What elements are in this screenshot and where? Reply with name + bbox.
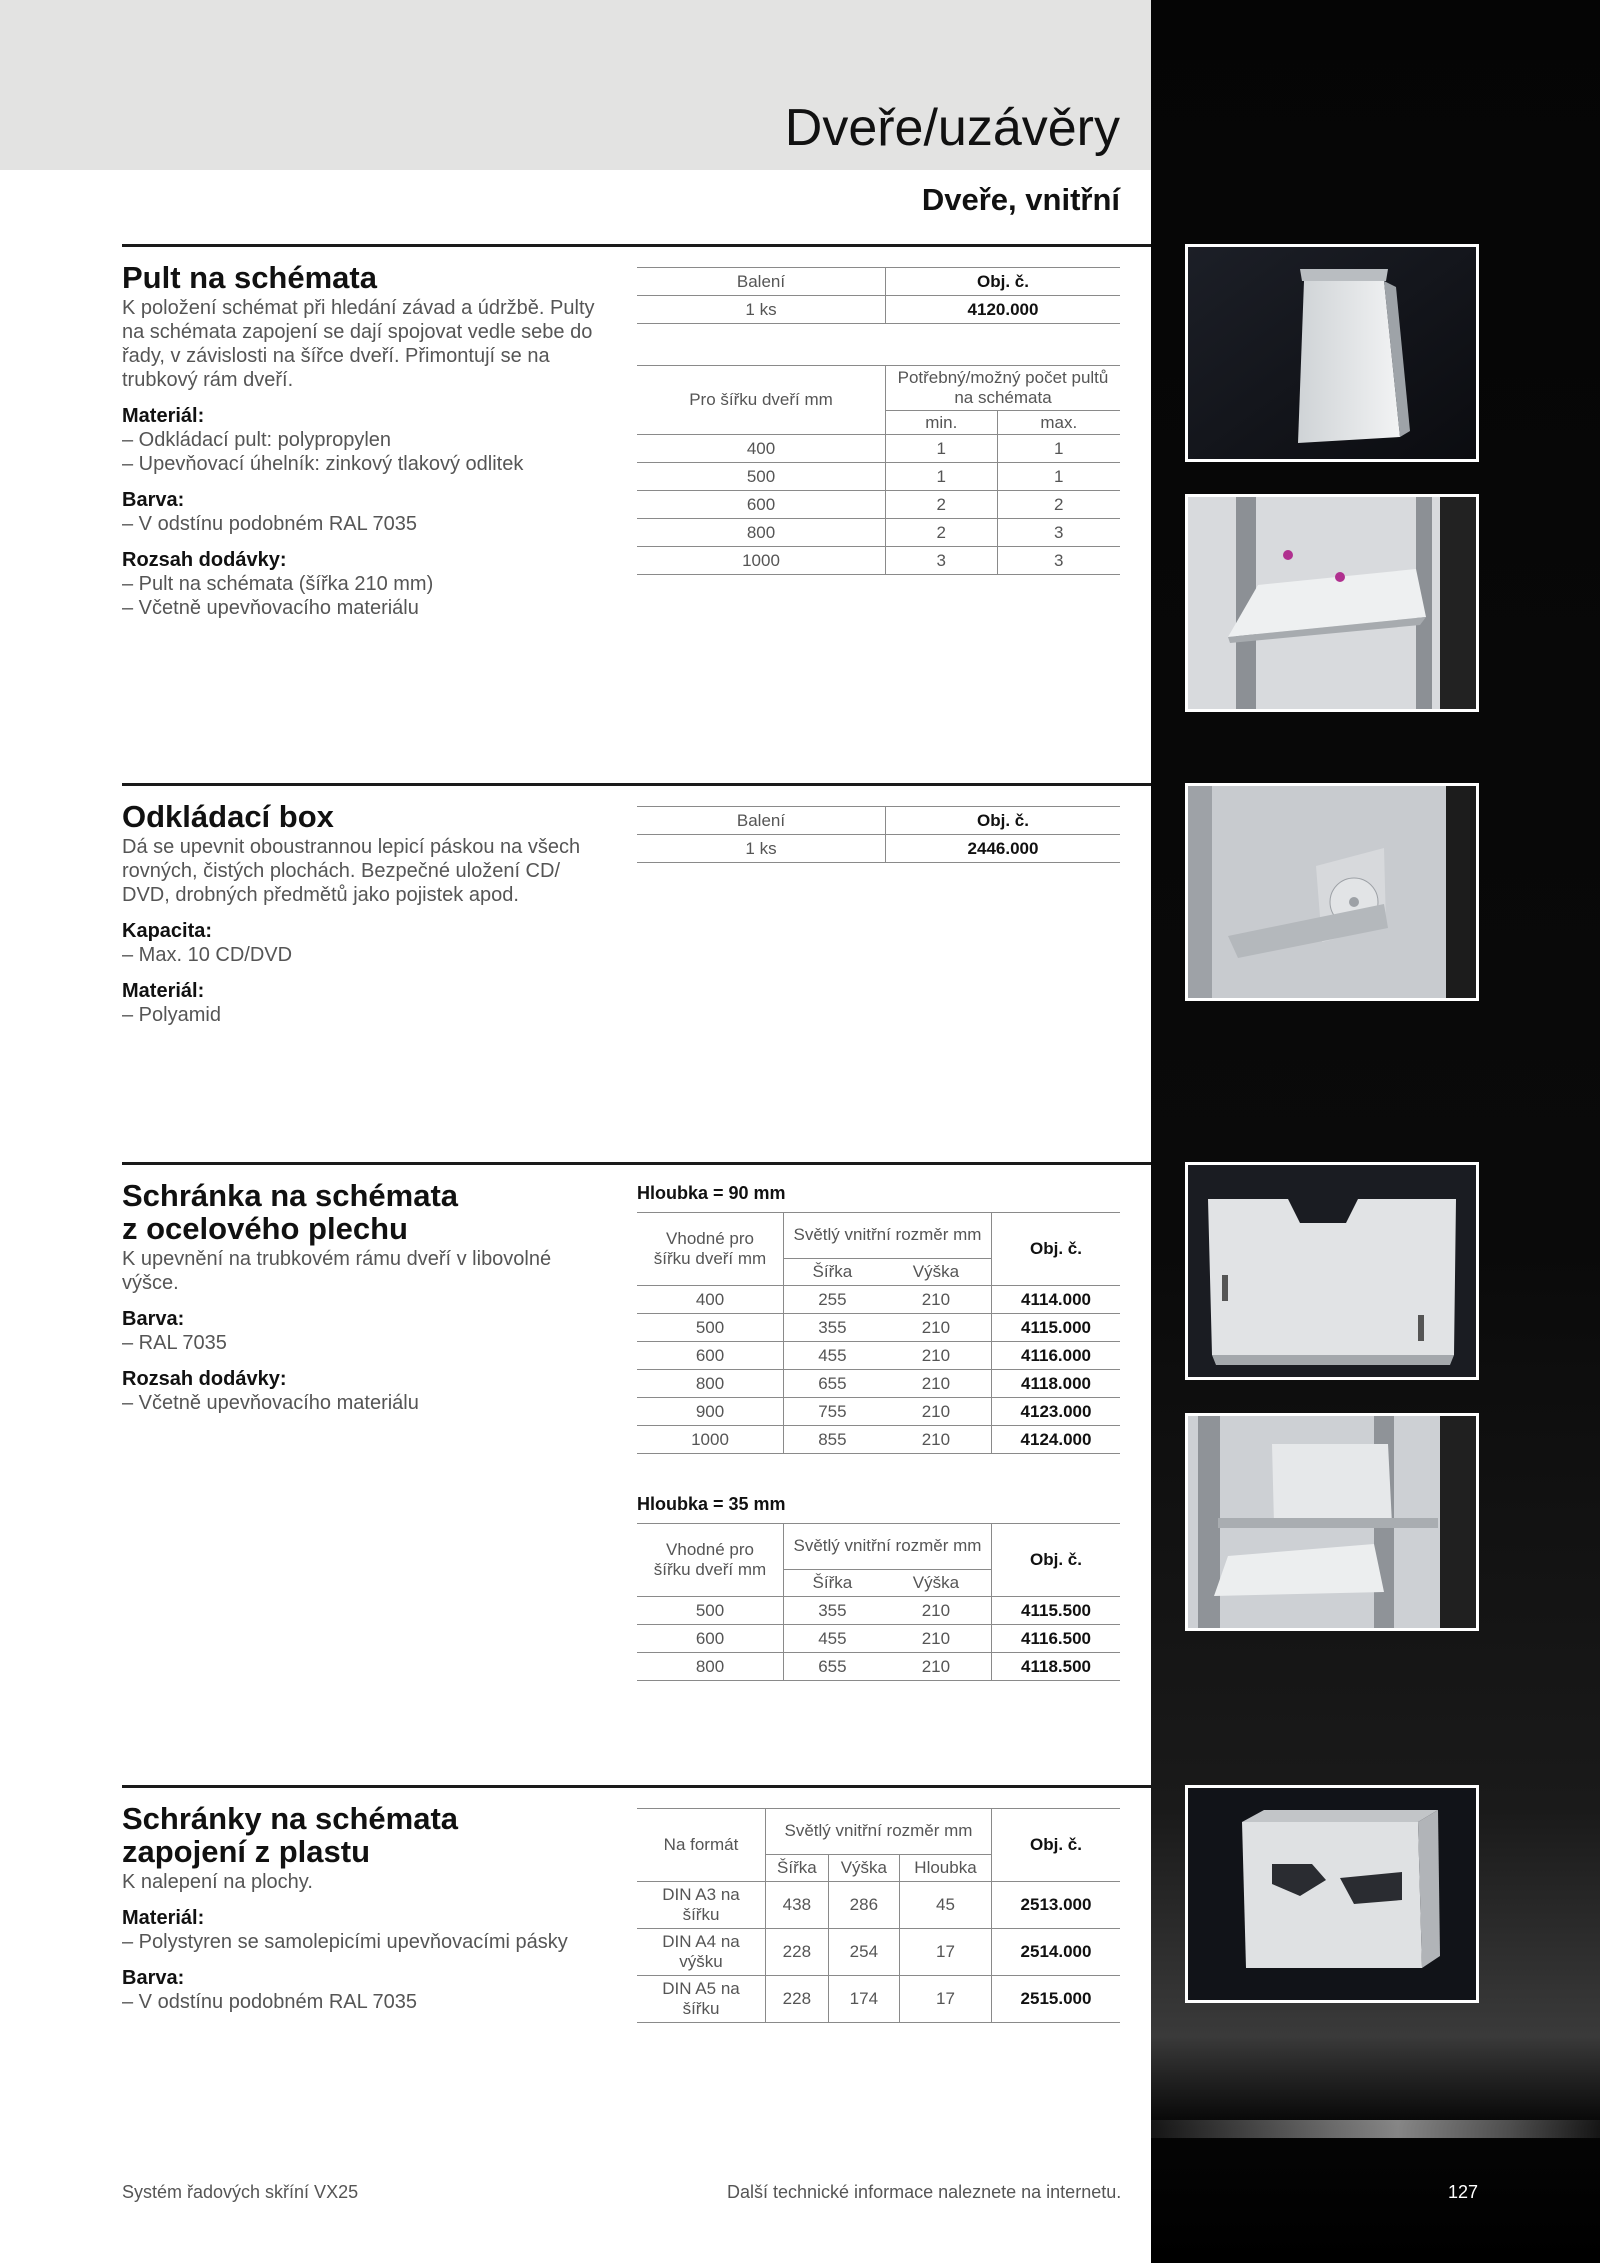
cell-order: 4114.000 [992,1286,1121,1314]
cell-width: 1000 [637,547,886,575]
col-order-header: Obj. č. [992,1524,1121,1597]
cell-width: 855 [784,1426,881,1454]
col-door-header: Vhodné pro šířku dveří mm [637,1524,784,1597]
color-label: Barva: [122,1967,185,1989]
title-line: Schránky na schémata [122,1801,459,1836]
cell-depth: 17 [899,1929,991,1976]
cell-door: 1000 [637,1426,784,1454]
section-text [122,1179,607,1415]
cell-width: 228 [766,1929,829,1976]
cell-order: 4118.000 [992,1370,1121,1398]
title-line: Schránka na schémata [122,1178,459,1213]
cell-height: 210 [881,1398,992,1426]
cell-order: 4124.000 [992,1426,1121,1454]
col-height-header: Výška [828,1854,899,1881]
col-pack-header: Balení [637,268,886,296]
cell-height: 210 [881,1314,992,1342]
capacity-label: Kapacita: [122,920,213,942]
cell-width: 655 [784,1653,881,1681]
col-order-header: Obj. č. [992,1213,1121,1286]
scope-label: Rozsah dodávky: [122,549,287,571]
cell-width: 755 [784,1398,881,1426]
cell-door: 600 [637,1625,784,1653]
pocket-table-35 [637,1523,1120,1681]
table-row [637,435,1120,463]
section-text [122,800,607,1027]
cell-order: 4116.500 [992,1625,1121,1653]
product-photo-storage-box [1185,783,1479,1001]
section-title [122,1179,607,1245]
table-row [637,1882,1120,1929]
table-row [637,1929,1120,1976]
col-door-width-header: Pro šířku dveří mm [637,366,886,435]
order-number: 4120.000 [886,296,1121,324]
section-description: K nalepení na plochy. [122,1871,313,1893]
table-row [637,1314,1120,1342]
table-row [637,1286,1120,1314]
material-label: Materiál: [122,1907,205,1929]
cell-order: 4118.500 [992,1653,1121,1681]
col-min-header: min. [886,411,998,435]
cell-order: 4115.000 [992,1314,1121,1342]
color-label: Barva: [122,1308,185,1330]
cell-width: 800 [637,519,886,547]
table-row [637,1625,1120,1653]
cell-order: 4115.500 [992,1597,1121,1625]
pack-value: 1 ks [637,296,886,324]
col-order-header: Obj. č. [886,807,1121,835]
color-label: Barva: [122,489,185,511]
section-text [122,1802,607,2014]
title-line: z ocelového plechu [122,1211,408,1246]
section-title: Pult na schémata [122,260,377,295]
depth-heading: Hloubka = 90 mm [637,1183,786,1203]
color-item: – V odstínu podobném RAL 7035 [122,513,418,535]
footer-left: Systém řadových skříní VX25 [122,2182,359,2202]
cell-format: DIN A3 na šířku [637,1882,766,1929]
cell-width: 455 [784,1625,881,1653]
table-row [637,1426,1120,1454]
cell-height: 210 [881,1286,992,1314]
scope-label: Rozsah dodávky: [122,1368,287,1390]
material-item: – Polyamid [122,1004,221,1026]
cell-max: 3 [997,547,1120,575]
order-table [637,267,1120,324]
table-row [637,463,1120,491]
cell-door: 800 [637,1653,784,1681]
cell-min: 2 [886,519,998,547]
cell-width: 438 [766,1882,829,1929]
cell-height: 286 [828,1882,899,1929]
material-label: Materiál: [122,980,205,1002]
section-description: K upevnění na trubkovém rámu dveří v libovolné výšce. [122,1248,552,1294]
cell-order: 2513.000 [992,1882,1121,1929]
material-item: – Upevňovací úhelník: zinkový tlakový odlitek [122,453,524,475]
cell-door: 600 [637,1342,784,1370]
cell-depth: 17 [899,1976,991,2023]
col-max-header: max. [997,411,1120,435]
cell-order: 4123.000 [992,1398,1121,1426]
cell-width: 655 [784,1370,881,1398]
material-item: – Polystyren se samolepicími upevňovacími pásky [122,1931,568,1953]
cell-door: 900 [637,1398,784,1426]
plastic-pocket-table [637,1808,1120,2023]
cell-format: DIN A4 na výšku [637,1929,766,1976]
col-door-header: Vhodné pro šířku dveří mm [637,1213,784,1286]
cell-width: 228 [766,1976,829,2023]
col-order-header: Obj. č. [992,1809,1121,1882]
cell-door: 800 [637,1370,784,1398]
col-pack-header: Balení [637,807,886,835]
product-photo-plastic-pocket [1185,1785,1479,2003]
product-photo-desk-mounted [1185,494,1479,712]
cell-order: 2515.000 [992,1976,1121,2023]
cell-door: 500 [637,1314,784,1342]
cell-format: DIN A5 na šířku [637,1976,766,2023]
product-photo-steel-pocket [1185,1162,1479,1380]
pocket-table-90 [637,1212,1120,1454]
page-subtitle: Dveře, vnitřní [921,182,1120,217]
cell-depth: 45 [899,1882,991,1929]
col-count-header: Potřebný/možný počet pultů na schémata [886,366,1121,411]
page-title: Dveře/uzávěry [784,99,1120,157]
material-label: Materiál: [122,405,205,427]
cell-order: 4116.000 [992,1342,1121,1370]
col-width-header: Šířka [766,1854,829,1881]
cell-max: 1 [997,463,1120,491]
table-row [637,519,1120,547]
cell-max: 3 [997,519,1120,547]
cell-max: 2 [997,491,1120,519]
footer-center: Další technické informace naleznete na internetu. [727,2182,1122,2202]
section-title: Odkládací box [122,799,334,834]
col-depth-header: Hloubka [899,1854,991,1881]
cell-min: 1 [886,435,998,463]
cell-height: 210 [881,1597,992,1625]
cell-min: 3 [886,547,998,575]
depth-heading: Hloubka = 35 mm [637,1494,786,1514]
table-row [637,1398,1120,1426]
scope-item: – Včetně upevňovacího materiálu [122,597,419,619]
cell-width: 355 [784,1314,881,1342]
cell-height: 210 [881,1426,992,1454]
col-order-header: Obj. č. [886,268,1121,296]
section-text [122,261,607,620]
cell-width: 455 [784,1342,881,1370]
cell-height: 210 [881,1653,992,1681]
section-description: Dá se upevnit oboustrannou lepicí páskou na všech rovných, čistých plochách. Bezpečné uložení CD/ DVD, drobných předmětů jako pojistek apod. [122,836,581,906]
table-row [637,547,1120,575]
table-row [637,1370,1120,1398]
table-row [637,1597,1120,1625]
col-dim-header: Světlý vnitřní rozměr mm [766,1809,992,1855]
color-item: – V odstínu podobném RAL 7035 [122,1991,418,2013]
cell-width: 500 [637,463,886,491]
product-photo-steel-pocket-mounted [1185,1413,1479,1631]
table-row [637,1976,1120,2023]
title-line: zapojení z plastu [122,1834,371,1869]
count-table [637,365,1120,575]
section-title [122,1802,607,1868]
cell-height: 174 [828,1976,899,2023]
cell-width: 255 [784,1286,881,1314]
page-number: 127 [1448,2182,1479,2202]
cell-height: 210 [881,1370,992,1398]
cell-height: 210 [881,1625,992,1653]
table-row [637,1342,1120,1370]
order-table [637,806,1120,863]
order-number: 2446.000 [886,835,1121,863]
col-dim-header: Světlý vnitřní rozměr mm [784,1213,992,1259]
product-photo-desk-folded [1185,244,1479,462]
cell-door: 500 [637,1597,784,1625]
col-dim-header: Světlý vnitřní rozměr mm [784,1524,992,1570]
col-width-header: Šířka [784,1258,881,1285]
capacity-item: – Max. 10 CD/DVD [122,944,293,966]
cell-min: 1 [886,463,998,491]
cell-width: 355 [784,1597,881,1625]
table-row [637,1653,1120,1681]
col-width-header: Šířka [784,1569,881,1596]
cell-height: 254 [828,1929,899,1976]
cell-min: 2 [886,491,998,519]
cell-max: 1 [997,435,1120,463]
scope-item: – Pult na schémata (šířka 210 mm) [122,573,434,595]
cell-door: 400 [637,1286,784,1314]
cell-order: 2514.000 [992,1929,1121,1976]
col-format-header: Na formát [637,1809,766,1882]
scope-item: – Včetně upevňovacího materiálu [122,1392,419,1414]
cell-height: 210 [881,1342,992,1370]
pack-value: 1 ks [637,835,886,863]
table-row [637,491,1120,519]
col-height-header: Výška [881,1258,992,1285]
color-item: – RAL 7035 [122,1332,227,1354]
cell-width: 400 [637,435,886,463]
cell-width: 600 [637,491,886,519]
material-item: – Odkládací pult: polypropylen [122,429,392,451]
col-height-header: Výška [881,1569,992,1596]
section-description: K položení schémat při hledání závad a údržbě. Pulty na schémata zapojení se dají spojovat vedle sebe do řady, v závislosti na šířce dveří. Přimontují se na trubkový rám dveří. [122,297,595,391]
